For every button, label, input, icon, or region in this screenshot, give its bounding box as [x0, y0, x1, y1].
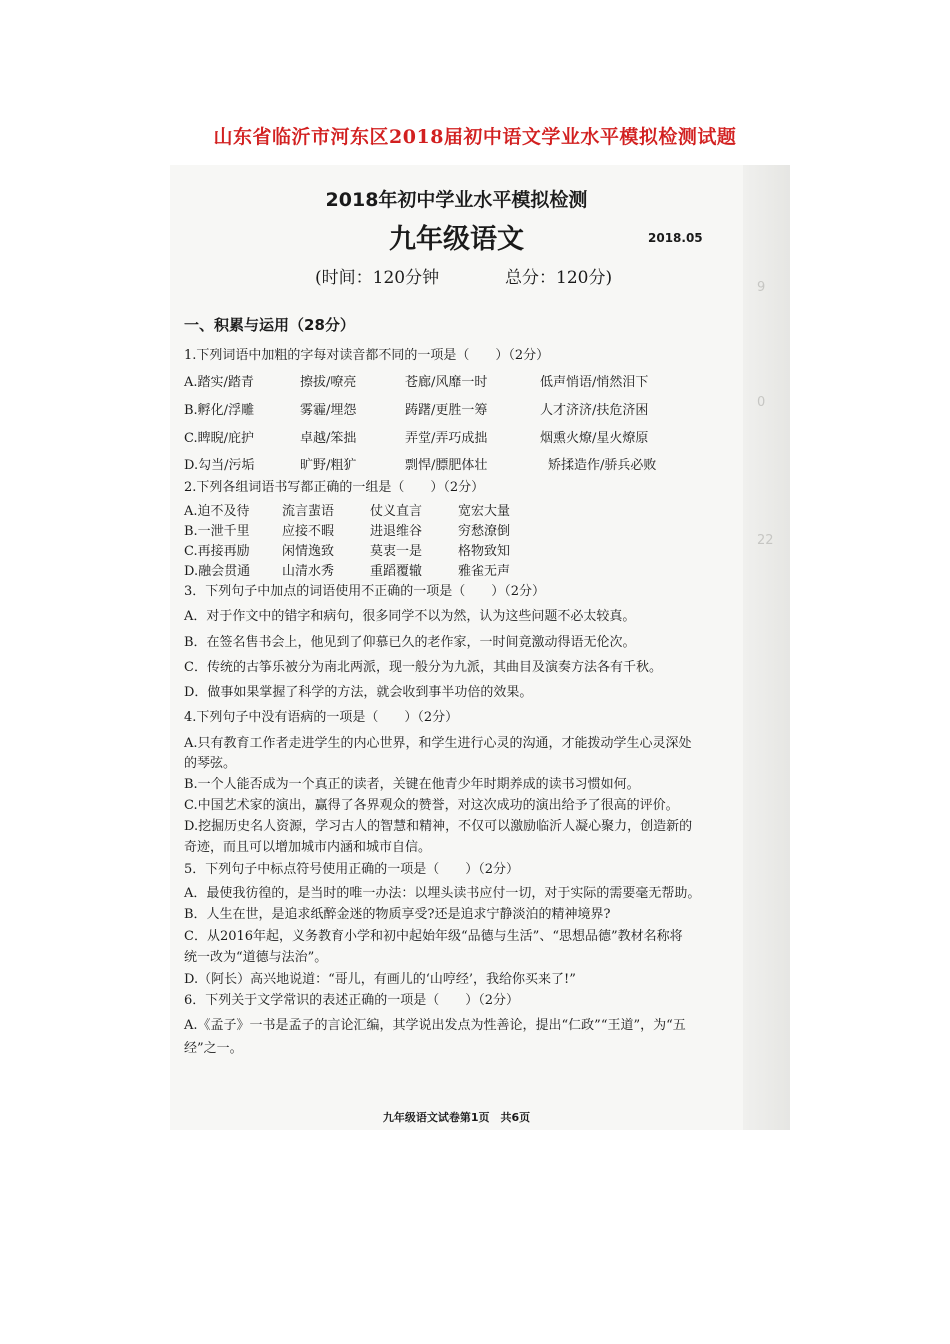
- option-cell: 流言蜚语: [282, 504, 335, 519]
- exam-total-score: 总分：120分): [505, 268, 613, 288]
- option-line: 经”之一。: [184, 1041, 243, 1056]
- option-cell: 矫揉造作/骄兵必败: [548, 458, 657, 473]
- option-line: D.（阿长）高兴地说道：“哥儿，有画儿的‘山哼经’，我给你买来了!”: [184, 972, 576, 987]
- option-line: A．最使我彷徨的，是当时的唯一办法：以埋头读书应付一切，对于实际的需要毫无帮助。: [184, 886, 701, 901]
- option-cell: 闲情逸致: [282, 544, 335, 559]
- option-cell: 宽宏大量: [458, 504, 511, 519]
- edge-mark: 0: [757, 395, 766, 410]
- document-title: 山东省临沂市河东区2018届初中语文学业水平模拟检测试题: [213, 126, 737, 148]
- question-stem: 1.下列词语中加粗的字每对读音都不同的一项是（ ）（2分）: [184, 348, 550, 363]
- edge-mark: 9: [757, 280, 766, 295]
- option-line: C.中国艺术家的演出，赢得了各界观众的赞誉，对这次成功的演出给予了很高的评价。: [184, 798, 679, 813]
- option-cell: C.再接再励: [184, 544, 250, 559]
- option-line: C．传统的古筝乐被分为南北两派，现一般分为九派，其曲目及演奏方法各有千秋。: [184, 660, 662, 675]
- question-stem: 5．下列句子中标点符号使用正确的一项是（ ）（2分）: [184, 862, 520, 877]
- option-cell: C.睥睨/庇护: [184, 431, 254, 446]
- option-cell: 剽悍/膘肥体壮: [405, 458, 488, 473]
- option-cell: 进退维谷: [370, 524, 423, 539]
- option-line: A.只有教育工作者走进学生的内心世界，和学生进行心灵的沟通，才能拨动学生心灵深处: [184, 736, 692, 751]
- option-cell: 卓越/笨拙: [300, 431, 357, 446]
- option-cell: D.勾当/污垢: [184, 458, 255, 473]
- option-cell: A.踏实/踏青: [184, 375, 254, 390]
- exam-main-title: 2018年初中学业水平模拟检测: [325, 189, 588, 211]
- option-line: B.一个人能否成为一个真正的读者，关键在他青少年时期养成的读书习惯如何。: [184, 777, 640, 792]
- option-cell: B.孵化/浮雕: [184, 403, 255, 418]
- edge-mark: 22: [757, 533, 774, 548]
- option-cell: 莫衷一是: [370, 544, 423, 559]
- option-cell: D.融会贯通: [184, 564, 251, 579]
- option-line: C．从2016年起，义务教育小学和初中起始年级“品德与生活”、“思想品德”教材名称将: [184, 929, 683, 944]
- option-line: B．人生在世，是追求纸醉金迷的物质享受?还是追求宁静淡泊的精神境界?: [184, 907, 611, 922]
- option-cell: 雾霾/埋怨: [300, 403, 357, 418]
- option-cell: 穷愁潦倒: [458, 524, 511, 539]
- page-footer: 九年级语文试卷第1页 共6页: [382, 1111, 531, 1124]
- option-line: 的琴弦。: [184, 756, 237, 771]
- option-cell: B.一泄千里: [184, 524, 250, 539]
- exam-date: 2018.05: [648, 231, 703, 245]
- option-cell: 踌躇/更胜一筹: [405, 403, 488, 418]
- option-line: A．对于作文中的错字和病句，很多同学不以为然，认为这些问题不必太较真。: [184, 609, 636, 624]
- option-line: B．在签名售书会上，他见到了仰慕已久的老作家，一时间竟激动得语无伦次。: [184, 635, 636, 650]
- exam-time: (时间：120分钟: [315, 268, 440, 288]
- option-cell: A.迫不及待: [184, 504, 250, 519]
- option-line: D.挖掘历史名人资源，学习古人的智慧和精神，不仅可以激励临沂人凝心聚力，创造新的: [184, 819, 693, 834]
- option-line: A.《孟子》一书是孟子的言论汇编，其学说出发点为性善论，提出“仁政”“王道”，为“五: [184, 1018, 686, 1033]
- option-cell: 擦拔/嘹亮: [300, 375, 357, 390]
- question-stem: 3．下列句子中加点的词语使用不正确的一项是（ ）（2分）: [184, 584, 546, 599]
- option-cell: 人才济济/扶危济困: [540, 403, 649, 418]
- option-line: 统一改为“道德与法治”。: [184, 950, 328, 965]
- option-cell: 格物致知: [458, 544, 511, 559]
- option-line: 奇迹，而且可以增加城市内涵和城市自信。: [184, 840, 432, 855]
- question-stem: 2.下列各组词语书写都正确的一组是（ ）（2分）: [184, 480, 485, 495]
- section-heading: 一、积累与运用（28分）: [184, 316, 355, 334]
- option-cell: 山清水秀: [282, 564, 335, 579]
- scanned-exam-page: [170, 165, 790, 1130]
- question-stem: 4.下列句子中没有语病的一项是（ ）（2分）: [184, 710, 459, 725]
- page-edge-shadow: [743, 165, 790, 1130]
- option-cell: 低声悄语/悄然泪下: [540, 375, 649, 390]
- option-cell: 仗义直言: [370, 504, 423, 519]
- option-cell: 旷野/粗犷: [300, 458, 357, 473]
- option-line: D．做事如果掌握了科学的方法，就会收到事半功倍的效果。: [184, 685, 533, 700]
- question-stem: 6．下列关于文学常识的表述正确的一项是（ ）（2分）: [184, 993, 520, 1008]
- option-cell: 雅雀无声: [458, 564, 511, 579]
- exam-subject-title: 九年级语文: [389, 224, 524, 255]
- option-cell: 应接不暇: [282, 524, 335, 539]
- option-cell: 苍廊/风靡一时: [405, 375, 488, 390]
- option-cell: 烟熏火燎/星火燎原: [540, 431, 649, 446]
- option-cell: 重蹈覆辙: [370, 564, 423, 579]
- option-cell: 弄堂/弄巧成拙: [405, 431, 488, 446]
